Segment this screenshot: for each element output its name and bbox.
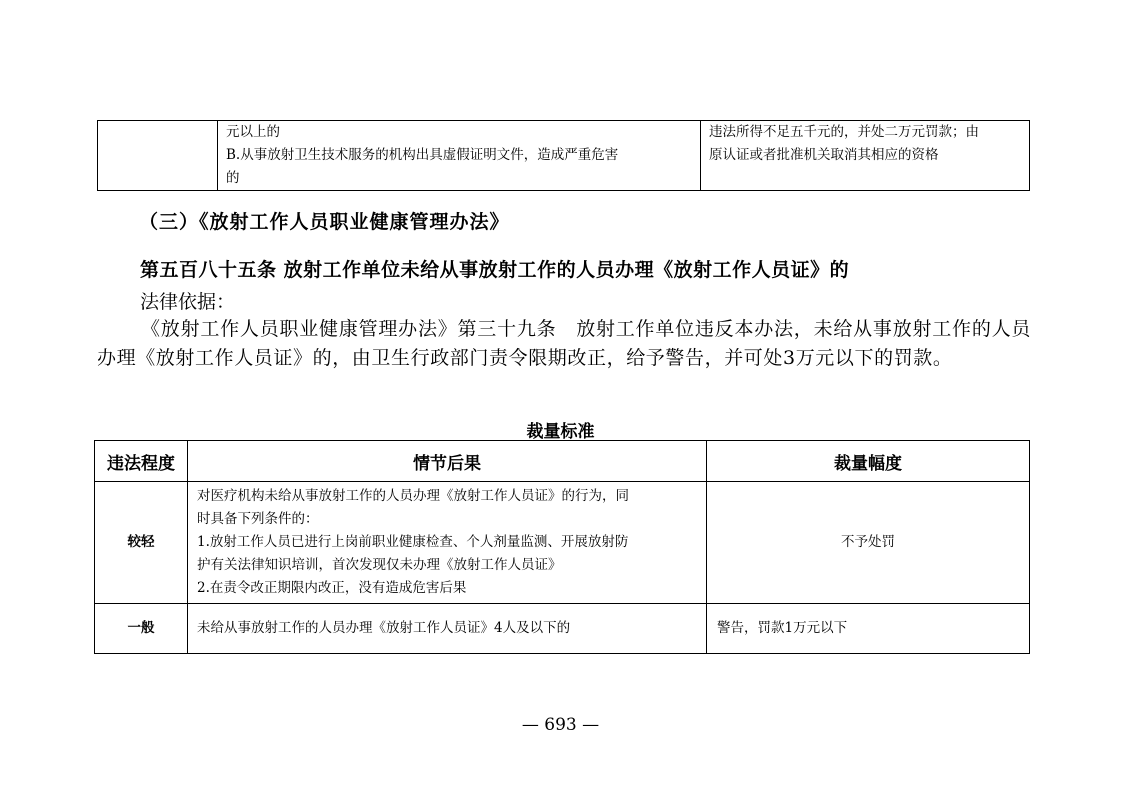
cell-line: 原认证或者批准机关取消其相应的资格 [709, 147, 939, 163]
header-facts: 情节后果 [188, 441, 707, 482]
page-number: — 693 — [521, 715, 600, 735]
table-caption: 裁量标准 [526, 422, 595, 442]
header-level: 违法程度 [95, 441, 188, 482]
table-cell-range: 警告，罚款1万元以下 [707, 604, 1030, 654]
table-cell-range: 不予处罚 [707, 482, 1030, 604]
cell-line: 的 [226, 170, 240, 186]
table-row [98, 121, 1030, 191]
table-row [95, 604, 1030, 654]
cell-line: 时具备下列条件的： [197, 511, 319, 527]
cell-line: 护有关法律知识培训，首次发现仅未办理《放射工作人员证》 [197, 557, 562, 573]
table-cell-level: 较轻 [95, 482, 188, 604]
cell-line: 违法所得不足五千元的，并处二万元罚款；由 [709, 124, 979, 140]
table-header-row [95, 441, 1030, 482]
previous-standard-table [97, 120, 1030, 191]
discretion-standard-table [94, 440, 1030, 654]
legal-basis-text: 《放射工作人员职业健康管理办法》第三十九条 放射工作单位违反本办法，未给从事放射工作的人员办理《放射工作人员证》的，由卫生行政部门责令限期改正，给予警告，并可处3万元以下的罚款。 [97, 318, 1031, 369]
section-heading: （三）《放射工作人员职业健康管理办法》 [139, 211, 510, 233]
header-range: 裁量幅度 [707, 441, 1030, 482]
legal-basis-label: 法律依据： [140, 291, 236, 313]
cell-line: 未给从事放射工作的人员办理《放射工作人员证》4人及以下的 [197, 620, 571, 636]
cell-line: 1.放射工作人员已进行上岗前职业健康检查、个人剂量监测、开展放射防 [197, 534, 629, 550]
cell-line: 元以上的 [226, 124, 280, 140]
table-cell-facts [218, 121, 701, 191]
cell-line: 2.在责令改正期限内改正，没有造成危害后果 [197, 580, 467, 596]
cell-line: 对医疗机构未给从事放射工作的人员办理《放射工作人员证》的行为，同 [197, 488, 629, 504]
table-cell-range [701, 121, 1030, 191]
article-title: 第五百八十五条 放射工作单位未给从事放射工作的人员办理《放射工作人员证》的 [140, 259, 850, 281]
cell-line: B.从事放射卫生技术服务的机构出具虚假证明文件，造成严重危害 [226, 147, 619, 163]
table-row [95, 482, 1030, 604]
table-cell-facts [188, 482, 707, 604]
table-cell-level [98, 121, 218, 191]
table-cell-facts [188, 604, 707, 654]
table-cell-level: 一般 [95, 604, 188, 654]
